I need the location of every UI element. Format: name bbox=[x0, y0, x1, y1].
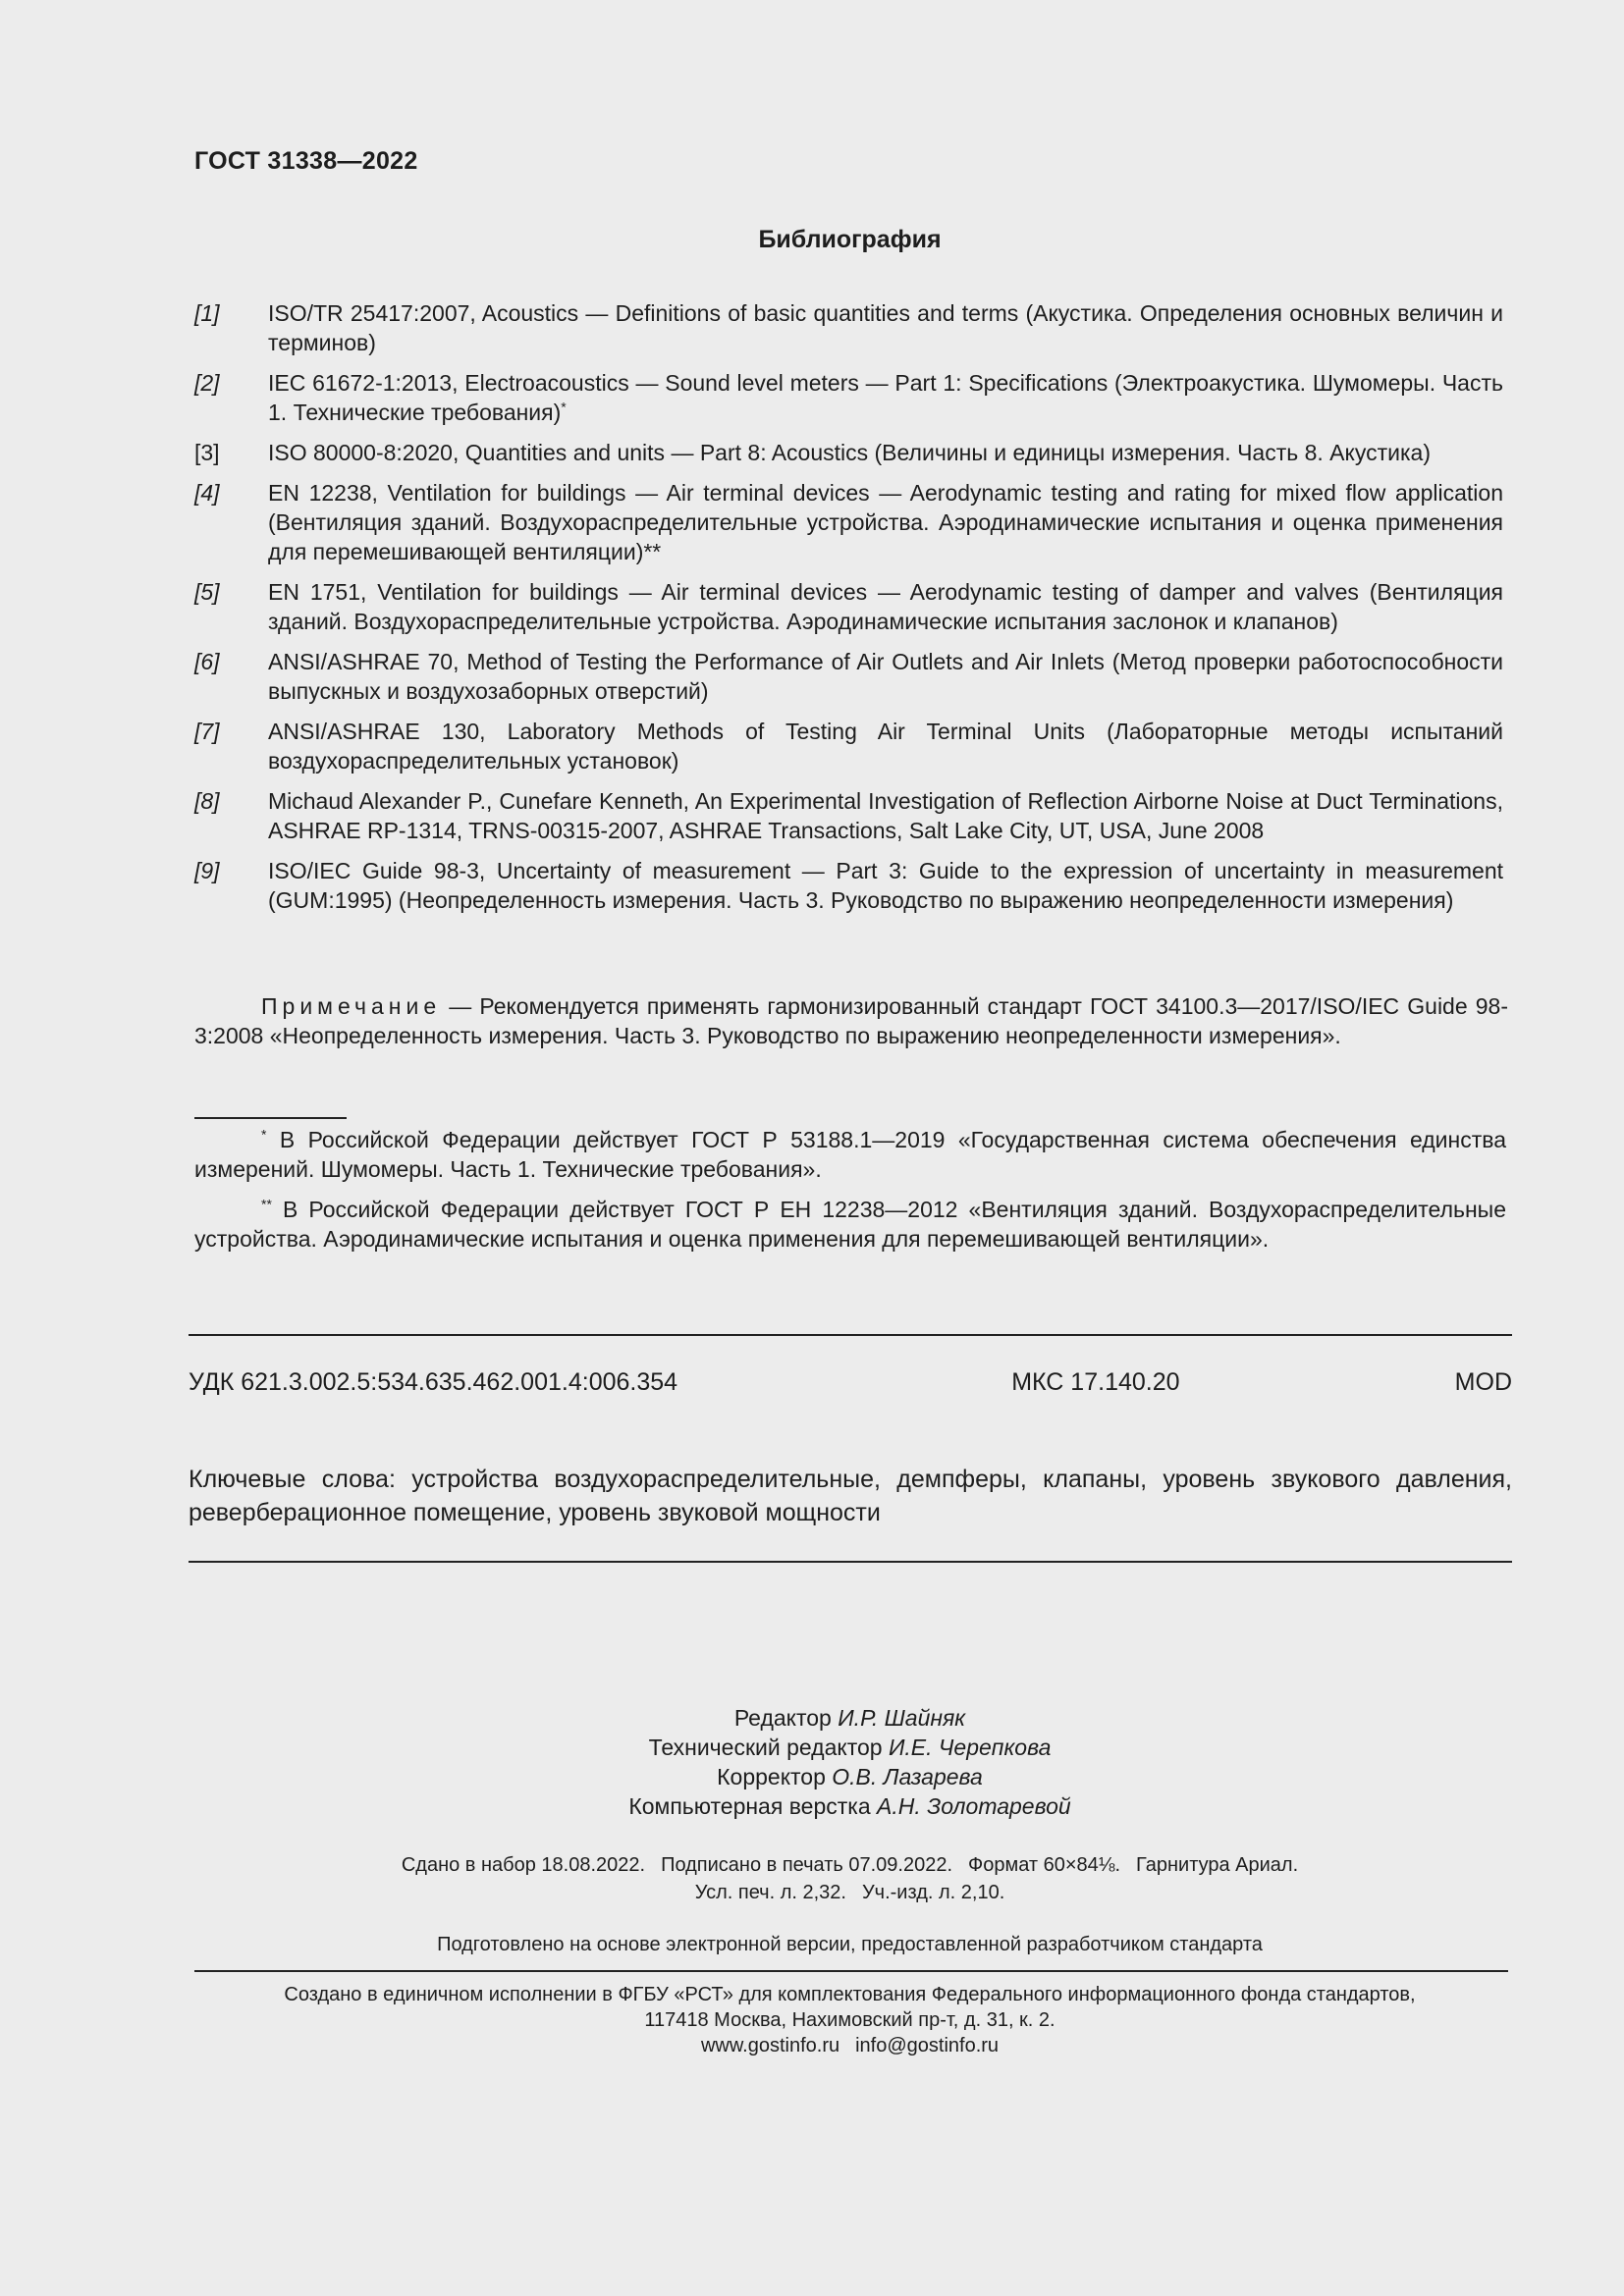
entry-text: ISO/TR 25417:2007, Acoustics — Definitions of basic quantities and terms (Акустика. Определения основных величин и терминов) bbox=[268, 300, 1503, 355]
bibliography-entry bbox=[194, 577, 1503, 636]
entry-number: [7] bbox=[194, 719, 220, 744]
entry-text: IEC 61672-1:2013, Electroacoustics — Sound level meters — Part 1: Specifications (Электроакустика. Шумомеры. Часть 1. Технические требования) bbox=[268, 370, 1503, 425]
mks-code: МКС 17.140.20 bbox=[1011, 1368, 1180, 1396]
bibliography-entry bbox=[194, 856, 1503, 915]
footnote-ref-mark: * bbox=[561, 399, 567, 415]
credit-line bbox=[0, 1733, 1624, 1762]
print-sheets: Усл. печ. л. 2,32. bbox=[694, 1882, 846, 1903]
entry-text: Michaud Alexander P., Cunefare Kenneth, An Experimental Investigation of Reflection Airborne Noise at Duct Terminations, ASHRAE RP-1314, TRNS-00315-2007, ASHRAE Transactions, Salt Lake City, UT, USA, June 2008 bbox=[268, 788, 1503, 843]
publishing-sheets: Уч.-изд. л. 2,10. bbox=[861, 1882, 1005, 1903]
document-code: ГОСТ 31338—2022 bbox=[194, 147, 418, 175]
credit-name: И.Р. Шайняк bbox=[838, 1705, 966, 1731]
footnote-text: В Российской Федерации действует ГОСТ Р ЕН 12238—2012 «Вентиляция зданий. Воздухораспределительные устройства. Аэродинамические испытания и оценка применения для перемешивающей вентиляции». bbox=[194, 1197, 1506, 1252]
udk-code: УДК 621.3.002.5:534.635.462.001.4:006.354 bbox=[189, 1368, 678, 1396]
entry-text: EN 1751, Ventilation for buildings — Air terminal devices — Aerodynamic testing of damper and valves (Вентиляция зданий. Воздухораспределительные устройства. Аэродинамические испытания заслонок и клапанов) bbox=[268, 579, 1503, 634]
bibliography-title: Библиография bbox=[758, 226, 942, 253]
section-divider bbox=[189, 1334, 1512, 1336]
bibliography-entry bbox=[194, 438, 1503, 467]
bibliography-entry bbox=[194, 717, 1503, 775]
footnotes bbox=[194, 1125, 1506, 1264]
entry-text: EN 12238, Ventilation for buildings — Air terminal devices — Aerodynamic testing and rating for mixed flow application (Вентиляция зданий. Воздухораспределительные устройства. Аэродинамические испытания и оценка применения для перемешивающей вентиляции)** bbox=[268, 480, 1503, 564]
credit-line bbox=[0, 1762, 1624, 1791]
classification-row bbox=[189, 1368, 1512, 1397]
entry-text: ISO/IEC Guide 98-3, Uncertainty of measurement — Part 3: Guide to the expression of uncertainty in measurement (GUM:1995) (Неопределенность измерения. Часть 3. Руководство по выражению неопределенности измерения) bbox=[268, 858, 1503, 913]
note-text: — Рекомендуется применять гармонизированный стандарт ГОСТ 34100.3—2017/ISO/IEC Guide 98-3:2008 «Неопределенность измерения. Часть 3. Руководство по выражению неопределенности измерения». bbox=[194, 993, 1508, 1048]
entry-text: ANSI/ASHRAE 70, Method of Testing the Performance of Air Outlets and Air Inlets (Метод проверки работоспособности выпускных и воздухозаборных отверстий) bbox=[268, 649, 1503, 704]
website-link[interactable]: www.gostinfo.ru bbox=[700, 2035, 840, 2056]
typeset-date: Сдано в набор 18.08.2022. bbox=[401, 1854, 646, 1876]
entry-number: [1] bbox=[194, 300, 220, 326]
bibliography-entry bbox=[194, 786, 1503, 845]
credit-name: О.В. Лазарева bbox=[832, 1764, 983, 1789]
note-label: Примечание bbox=[261, 993, 442, 1019]
print-info-line bbox=[0, 1851, 1624, 1879]
credit-line bbox=[0, 1703, 1624, 1733]
publisher-info bbox=[0, 1982, 1624, 2058]
publisher-line: Создано в единичном исполнении в ФГБУ «РСТ» для комплектования Федерального информационного фонда стандартов, bbox=[284, 1984, 1416, 2005]
entry-number: [3] bbox=[194, 440, 220, 465]
mod-label: MOD bbox=[1454, 1368, 1512, 1396]
footnote bbox=[194, 1195, 1506, 1254]
credit-line bbox=[0, 1791, 1624, 1821]
signed-date: Подписано в печать 07.09.2022. bbox=[661, 1854, 953, 1876]
footnote-text: В Российской Федерации действует ГОСТ Р 53188.1—2019 «Государственная система обеспечения единства измерений. Шумомеры. Часть 1. Технические требования». bbox=[194, 1127, 1506, 1182]
note-paragraph bbox=[194, 991, 1508, 1050]
print-info-line bbox=[0, 1879, 1624, 1906]
publisher-divider bbox=[194, 1970, 1508, 1972]
entry-text: ANSI/ASHRAE 130, Laboratory Methods of Testing Air Terminal Units (Лабораторные методы испытаний воздухораспределительных установок) bbox=[268, 719, 1503, 774]
credit-role: Компьютерная верстка bbox=[628, 1793, 871, 1819]
credit-role: Редактор bbox=[733, 1705, 832, 1731]
publisher-address: 117418 Москва, Нахимовский пр-т, д. 31, к. 2. bbox=[644, 2009, 1056, 2031]
bibliography-entry bbox=[194, 478, 1503, 566]
entry-number: [2] bbox=[194, 370, 220, 396]
entry-number: [6] bbox=[194, 649, 220, 674]
footnote-mark: * bbox=[261, 1126, 267, 1143]
entry-number: [8] bbox=[194, 788, 220, 814]
footnote bbox=[194, 1125, 1506, 1184]
section-divider bbox=[189, 1561, 1512, 1563]
footnote-mark: ** bbox=[261, 1196, 272, 1212]
publisher-contacts bbox=[0, 2033, 1624, 2058]
bibliography-list bbox=[194, 298, 1503, 926]
credit-role: Технический редактор bbox=[648, 1735, 883, 1760]
entry-number: [5] bbox=[194, 579, 220, 605]
entry-text-wrapper bbox=[268, 368, 1503, 427]
bibliography-entry bbox=[194, 368, 1503, 427]
paper-format: Формат 60×84⅛. bbox=[968, 1854, 1121, 1876]
bibliography-entry bbox=[194, 647, 1503, 706]
credit-name: А.Н. Золотаревой bbox=[877, 1793, 1071, 1819]
print-info bbox=[0, 1851, 1624, 1906]
entry-number: [9] bbox=[194, 858, 220, 883]
typeface: Гарнитура Ариал. bbox=[1136, 1854, 1299, 1876]
entry-number: [4] bbox=[194, 480, 220, 506]
entry-text: ISO 80000-8:2020, Quantities and units — Part 8: Acoustics (Величины и единицы измерения. Часть 8. Акустика) bbox=[268, 440, 1431, 465]
keywords: Ключевые слова: устройства воздухораспределительные, демпферы, клапаны, уровень звукового давления, реверберационное помещение, уровень звуковой мощности bbox=[189, 1466, 1512, 1526]
credit-role: Корректор bbox=[717, 1764, 826, 1789]
footnote-divider bbox=[194, 1117, 347, 1119]
credits bbox=[0, 1703, 1624, 1821]
email-link[interactable]: info@gostinfo.ru bbox=[855, 2035, 1000, 2056]
credit-name: И.Е. Черепкова bbox=[888, 1735, 1052, 1760]
prepared-note: Подготовлено на основе электронной версии, предоставленной разработчиком стандарта bbox=[437, 1934, 1263, 1955]
bibliography-entry bbox=[194, 298, 1503, 357]
